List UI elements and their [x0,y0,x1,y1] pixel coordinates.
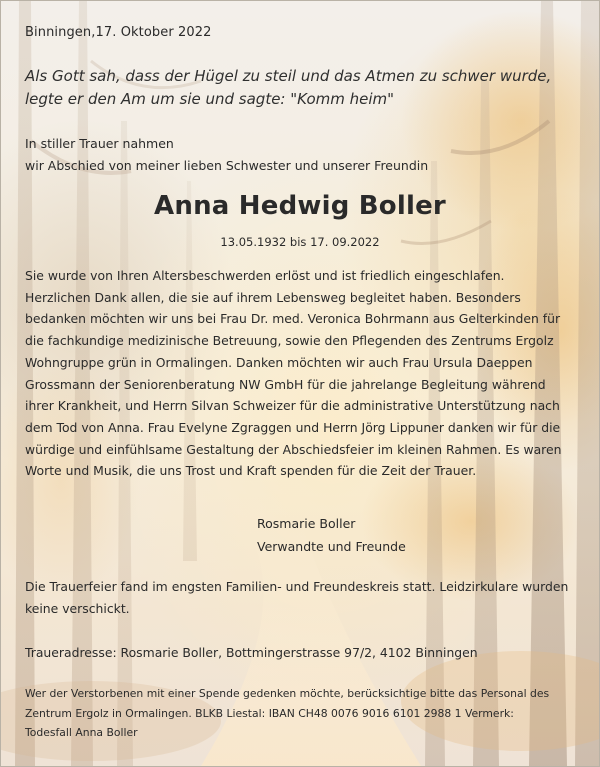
obituary-content [1,1,599,766]
body-line: ihrer Krankheit, und Herrn Silvan Schweizer für die administrative Unterstützung nach [25,398,560,414]
body-line: Worte und Musik, die uns Trost und Kraft spenden für die Zeit der Trauer. [25,463,477,479]
body-line: Wohngruppe grün in Ormalingen. Danken möchten wir auch Frau Ursula Daeppen [25,354,533,370]
quote-line: legte er den Am um sie und sagte: "Komm heim" [25,90,395,108]
quote-line: Als Gott sah, dass der Hügel zu steil und das Atmen zu schwer wurde, [25,67,552,85]
body-line: dem Tod von Anna. Frau Evelyne Zgraggen und Herrn Jörg Lippuner danken wir für die [25,419,561,435]
donation-line: Wer der Verstorbenen mit einer Spende gedenken möchte, berücksichtige bitte das Personal des [25,687,550,700]
intro-line: wir Abschied von meiner lieben Schwester und unserer Freundin [25,158,429,173]
intro-line: In stiller Trauer nahmen [25,136,174,151]
signer-line: Rosmarie Boller [257,516,356,531]
body-line: Grossmann der Seniorenberatung NW GmbH für die jahrelange Begleitung während [25,376,546,392]
body-paragraph [25,265,585,482]
funeral-line: Die Trauerfeier fand im engsten Familien- und Freundeskreis statt. Leidzirkulare wurden [25,579,569,594]
donation-note [25,684,585,743]
body-line: die fachkundige medizinische Betreuung, sowie den Pflegenden des Zentrums Ergolz [25,333,554,349]
life-dates: 13.05.1932 bis 17. 09.2022 [220,235,380,249]
body-line: Herzlichen Dank allen, die sie auf ihrem Lebensweg begleitet haben. Besonders [25,289,521,305]
mourners-signature [257,512,406,558]
intro-text [25,133,428,177]
deceased-name: Anna Hedwig Boller [154,191,446,221]
mourning-address: Traueradresse: Rosmarie Boller, Bottmingerstrasse 97/2, 4102 Binningen [25,645,478,660]
funeral-line: keine verschickt. [25,601,130,616]
body-line: würdige und einfühlsame Gestaltung der Abschiedsfeier im kleinen Rahmen. Es waren [25,441,562,457]
donation-line: Zentrum Ergolz in Ormalingen. BLKB Liestal: IBAN CH48 0076 9016 6101 2988 1 Vermerk: [25,706,514,720]
donation-line: Todesfall Anna Boller [25,726,138,739]
opening-quote [25,65,585,111]
funeral-notice [25,576,585,620]
signer-line: Verwandte und Freunde [257,539,406,554]
body-line: bedanken möchten wir uns bei Frau Dr. med. Veronica Bohrmann aus Gelterkinden für [25,311,561,327]
body-line: Sie wurde von Ihren Altersbeschwerden erlöst und ist friedlich eingeschlafen. [25,268,505,283]
place-date: Binningen,17. Oktober 2022 [25,25,212,40]
